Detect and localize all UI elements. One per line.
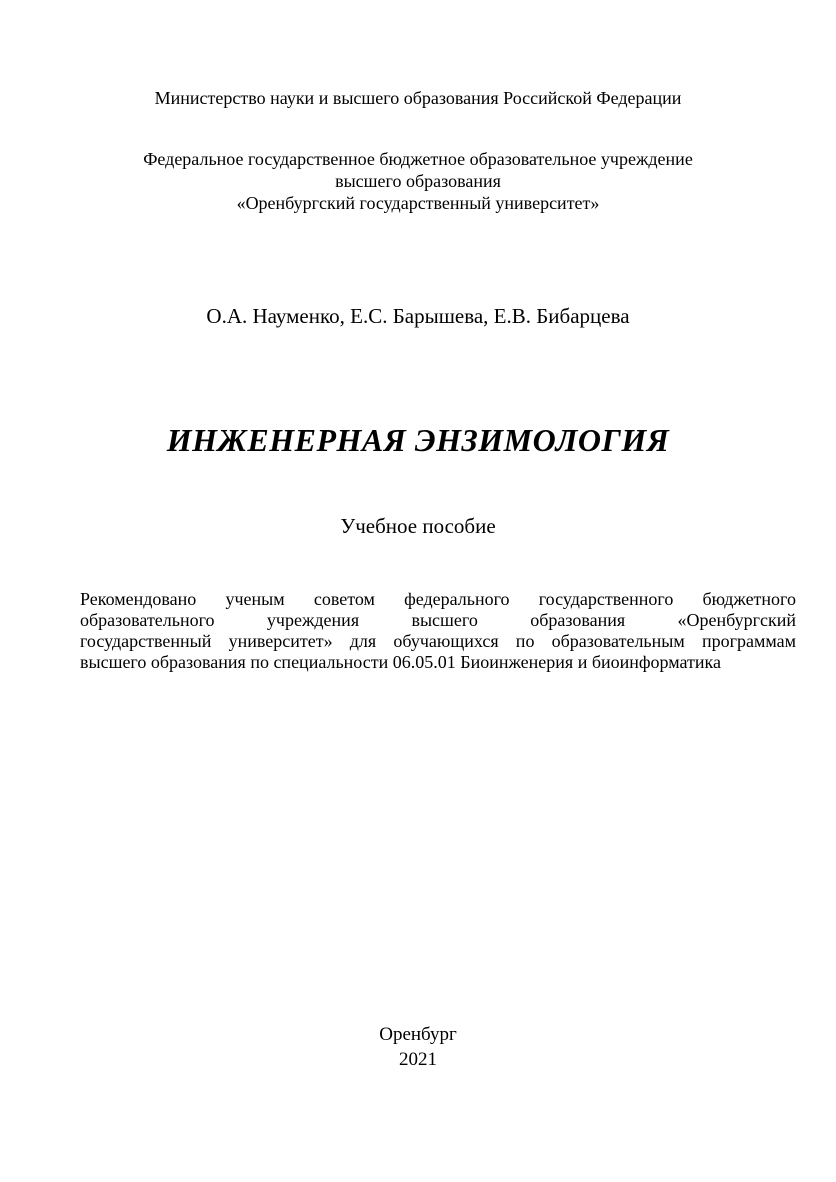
document-subtitle: Учебное пособие [340,514,496,538]
recommendation-paragraph [80,589,796,673]
publication-city: Оренбург [379,1024,457,1045]
authors: О.А. Науменко, Е.С. Барышева, Е.В. Бибарцева [206,304,630,328]
institution-line-3: «Оренбургский государственный университет» [236,193,600,213]
recommendation-line-1: Рекомендовано ученым советом федерального государственного бюджетного [80,589,796,609]
institution-line-1: Федеральное государственное бюджетное образовательное учреждение [143,149,693,169]
recommendation-line-3: государственный университет» для обучающихся по образовательным программам [80,631,796,651]
ministry-line: Министерство науки и высшего образования Российской Федерации [154,88,682,108]
institution-block [0,148,836,214]
recommendation-line-2: образовательного учреждения высшего образования «Оренбургский [80,610,796,630]
publication-year: 2021 [399,1049,437,1070]
recommendation-line-4: высшего образования по специальности 06.05.01 Биоинженерия и биоинформатика [80,652,722,672]
institution-line-2: высшего образования [335,171,501,191]
document-title: ИНЖЕНЕРНАЯ ЭНЗИМОЛОГИЯ [166,422,670,458]
